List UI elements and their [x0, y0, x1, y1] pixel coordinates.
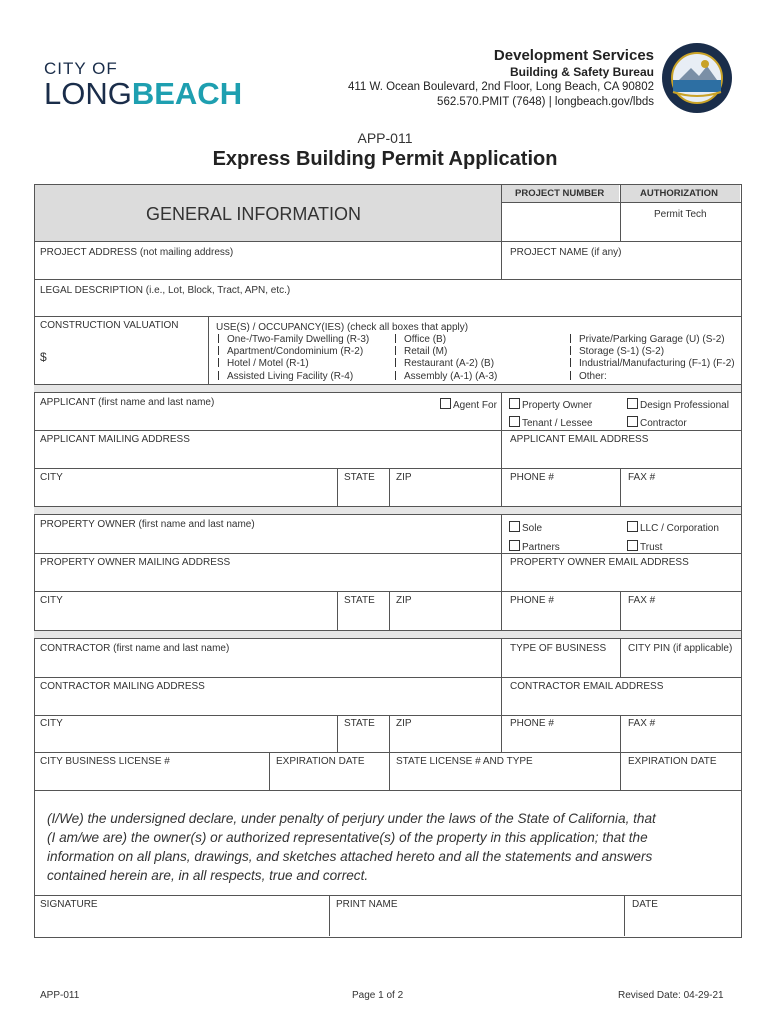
declaration-line-3: information on all plans, drawings, and sketches attached hereto and all the statements and answers — [47, 849, 653, 864]
use-storage[interactable]: Storage (S-1) (S-2) — [570, 346, 664, 357]
declaration-line-4: contained herein are, in all respects, true and correct. — [47, 868, 369, 883]
state-license-label: STATE LICENSE # AND TYPE — [396, 756, 533, 767]
use-r3[interactable]: One-/Two-Family Dwelling (R-3) — [218, 334, 369, 345]
permit-tech-label: Permit Tech — [654, 209, 707, 220]
owner-fax-label: FAX # — [628, 595, 656, 606]
section-divider — [34, 630, 741, 639]
sole-checkbox[interactable]: Sole — [509, 521, 542, 534]
bureau-contact: 562.570.PMIT (7648) | longbeach.gov/lbds — [437, 96, 654, 108]
state-license-expiration-label: EXPIRATION DATE — [628, 756, 717, 767]
date-label: DATE — [632, 899, 658, 910]
department-name: Development Services — [493, 47, 654, 64]
design-professional-checkbox[interactable]: Design Professional — [627, 398, 729, 411]
footer-revised-date: Revised Date: 04-29-21 — [618, 990, 724, 1001]
owner-email-label: PROPERTY OWNER EMAIL ADDRESS — [510, 557, 689, 568]
city-logo — [44, 60, 242, 110]
uses-heading: USE(S) / OCCUPANCY(IES) (check all boxes that apply) — [216, 322, 469, 333]
license-expiration-label: EXPIRATION DATE — [276, 756, 365, 767]
owner-name-label: PROPERTY OWNER (first name and last name) — [40, 519, 255, 530]
print-name-label: PRINT NAME — [336, 899, 398, 910]
contractor-state-label: STATE — [344, 718, 375, 729]
logo-beach: BEACH — [131, 76, 243, 111]
signature-label: SIGNATURE — [40, 899, 98, 910]
use-assembly[interactable]: Assembly (A-1) (A-3) — [395, 371, 497, 382]
form-code: APP-011 — [357, 130, 413, 146]
use-r4[interactable]: Assisted Living Facility (R-4) — [218, 371, 353, 382]
owner-mailing-address-label: PROPERTY OWNER MAILING ADDRESS — [40, 557, 231, 568]
use-retail[interactable]: Retail (M) — [395, 346, 447, 357]
type-of-business-label: TYPE OF BUSINESS — [510, 643, 607, 654]
use-office[interactable]: Office (B) — [395, 334, 446, 345]
tenant-checkbox[interactable]: Tenant / Lessee — [509, 416, 593, 429]
declaration-text — [47, 809, 656, 885]
valuation-dollar-sign: $ — [40, 350, 47, 364]
business-license-label: CITY BUSINESS LICENSE # — [40, 756, 170, 767]
contractor-name-label: CONTRACTOR (first name and last name) — [40, 643, 230, 654]
section-divider — [34, 506, 741, 515]
project-number-label: PROJECT NUMBER — [515, 188, 605, 199]
form-title: Express Building Permit Application — [212, 148, 558, 170]
declaration-line-1: (I/We) the undersigned declare, under penalty of perjury under the laws of the State of California, that — [47, 811, 656, 826]
use-restaurant[interactable]: Restaurant (A-2) (B) — [395, 358, 494, 369]
bureau-address: 411 W. Ocean Boulevard, 2nd Floor, Long Beach, CA 90802 — [347, 81, 654, 93]
contractor-checkbox[interactable]: Contractor — [627, 416, 687, 429]
construction-valuation-label: CONSTRUCTION VALUATION — [40, 320, 179, 331]
contractor-fax-label: FAX # — [628, 718, 656, 729]
applicant-mailing-address-label: APPLICANT MAILING ADDRESS — [40, 434, 190, 445]
legal-description-label: LEGAL DESCRIPTION (i.e., Lot, Block, Tract, APN, etc.) — [40, 285, 291, 296]
use-other[interactable]: Other: — [570, 371, 607, 382]
owner-state-label: STATE — [344, 595, 375, 606]
contractor-zip-label: ZIP — [396, 718, 412, 729]
general-info-heading: GENERAL INFORMATION — [146, 204, 362, 224]
contractor-city-label: CITY — [40, 718, 63, 729]
property-owner-checkbox[interactable]: Property Owner — [509, 398, 592, 411]
trust-checkbox[interactable]: Trust — [627, 540, 662, 553]
applicant-email-label: APPLICANT EMAIL ADDRESS — [510, 434, 649, 445]
city-seal — [661, 42, 733, 114]
authorization-label: AUTHORIZATION — [640, 188, 718, 199]
applicant-zip-label: ZIP — [396, 472, 412, 483]
bureau-name: Building & Safety Bureau — [509, 65, 654, 79]
applicant-name-label: APPLICANT (first name and last name) — [40, 397, 215, 408]
contractor-phone-label: PHONE # — [510, 718, 554, 729]
applicant-city-label: CITY — [40, 472, 63, 483]
footer-form-code: APP-011 — [40, 990, 80, 1001]
applicant-phone-label: PHONE # — [510, 472, 554, 483]
logo-city-of: CITY OF — [44, 59, 118, 78]
contractor-email-label: CONTRACTOR EMAIL ADDRESS — [510, 681, 664, 692]
partners-checkbox[interactable]: Partners — [509, 540, 560, 553]
project-address-label: PROJECT ADDRESS (not mailing address) — [40, 247, 234, 258]
owner-zip-label: ZIP — [396, 595, 412, 606]
applicant-state-label: STATE — [344, 472, 375, 483]
use-garage[interactable]: Private/Parking Garage (U) (S-2) — [570, 334, 725, 345]
project-name-label: PROJECT NAME (if any) — [510, 247, 622, 258]
logo-long: LONG — [44, 76, 132, 111]
use-r2[interactable]: Apartment/Condominium (R-2) — [218, 346, 363, 357]
city-pin-label: CITY PIN (if applicable) — [628, 643, 733, 654]
use-r1[interactable]: Hotel / Motel (R-1) — [218, 358, 309, 369]
llc-checkbox[interactable]: LLC / Corporation — [627, 521, 719, 534]
footer-page-number: Page 1 of 2 — [352, 990, 404, 1001]
use-industrial[interactable]: Industrial/Manufacturing (F-1) (F-2) — [570, 358, 735, 369]
agent-for-checkbox[interactable]: Agent For — [440, 398, 497, 411]
contractor-mailing-address-label: CONTRACTOR MAILING ADDRESS — [40, 681, 205, 692]
owner-phone-label: PHONE # — [510, 595, 554, 606]
applicant-fax-label: FAX # — [628, 472, 656, 483]
declaration-line-2: (I am/we are) the owner(s) or authorized representative(s) of the property in this application; that the — [47, 830, 648, 845]
section-divider — [34, 384, 741, 393]
owner-city-label: CITY — [40, 595, 63, 606]
